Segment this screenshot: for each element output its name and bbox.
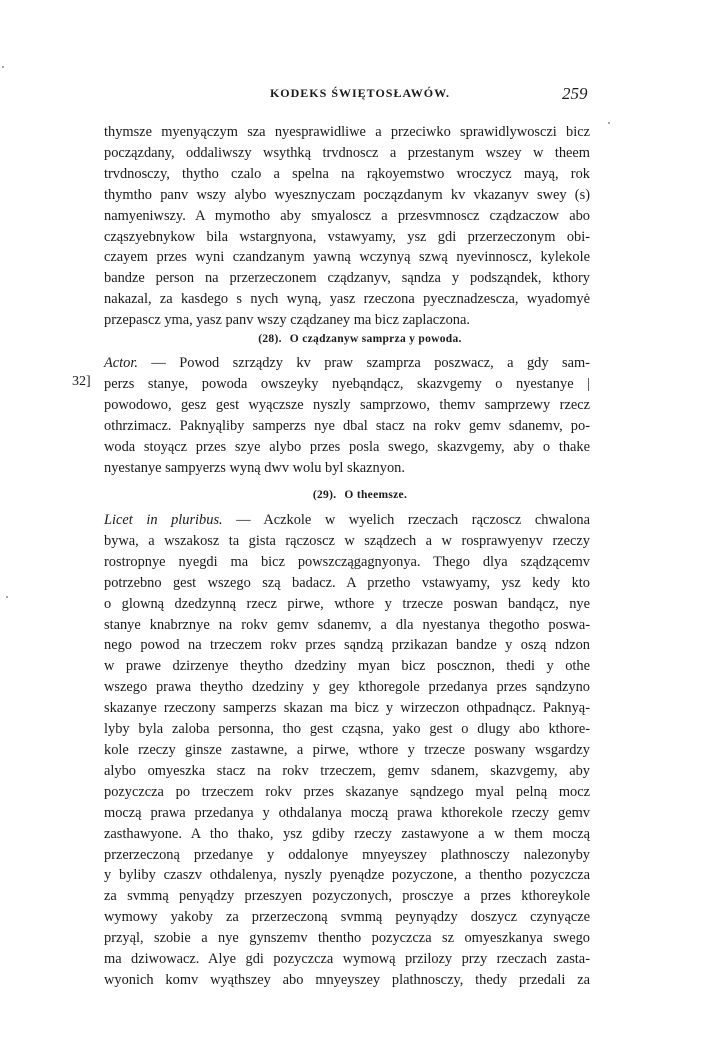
text-line-rest: — Aczkole w wyelich rzeczach rączoscz chwalona [236, 512, 590, 528]
text-line: w prawe dzirzenye theytho dzedziny myan bicz poscznon, thedi y othe [104, 658, 590, 675]
text-line: skazanye rzeczony samperzs skazan ma bicz y wirzeczon othpadnącz. Paknyą- [104, 700, 590, 717]
text-line: nakazal, za kasdego s nych wyną, yasz rzeczona pyecznadzescza, wyadomyė [104, 291, 590, 308]
section-heading-29 [0, 489, 720, 501]
text-line: o glowną dzedzynną rzecz pirwe, wthore y trzecze poswan bandącz, nye [104, 595, 590, 612]
text-line: nego powod na trzeczem rokv przes sąndzą przikazan bandze y oszą ndzon [104, 637, 590, 654]
text-line: stanye knabrznye na rokv gemv sdanemv, a dla nyestanya thegotho poswa- [104, 616, 590, 633]
text-line: moczą prawa przedanya y othdalanya moczą prawa kthorekole rzeczy gemv [104, 804, 590, 821]
text-line: wymowy yakoby za przerzeczoną svmmą peynyądzy doszycz czynyącze [104, 909, 590, 926]
section-29-text [104, 510, 590, 991]
opening-words: Licet in pluribus. [104, 512, 223, 528]
text-line: namyeniwszy. A mymotho aby smyaloscz a przesvmnoscz cządzaczow abo [104, 207, 590, 224]
scan-speck [608, 122, 610, 124]
section-28-text [104, 353, 590, 478]
text-line: kole rzeczy ginsze zastawne, a pirwe, wthore y trzecze poswany wsgardzy [104, 741, 590, 758]
section-number: (29). [312, 489, 337, 501]
section-heading-28 [0, 333, 720, 345]
text-line: thymtho panv wszy alybo wyesznyczam począzdanym kv vkazanyv swey (s) [104, 186, 590, 203]
text-line: y byliby czaszv othdalenya, nyszly pyenądze pozyczone, a thentho pozyczcza [104, 867, 590, 884]
text-line: ma dziwowacz. Alye gdi pozyczcza wymową przilozy przy rzeczach zasta- [104, 951, 590, 968]
section-number: (28). [258, 333, 282, 345]
text-line: thymsze myenyączym sza nyesprawidliwe a przeciwko sprawidlywosczi bicz [104, 124, 590, 140]
scan-speck [6, 596, 8, 598]
text-line: perzs stanye, powoda owszeyky nyebąndącz, skazvgemy o nyestanye | [104, 375, 590, 392]
text-line: przyąl, szobie a nye gynszemv thentho pozyczcza sz omyeszkanya swego [104, 930, 590, 947]
opening-word: Actor. [104, 355, 138, 371]
text-line: przerzeczoną przedanye y oddalonye mnyeyszey plathnosczy nalezonyby [104, 846, 590, 863]
text-line: nyestanye sampyerzs wyną dwv wolu byl skaznyon. [104, 459, 405, 476]
section-title: O theemsze. [344, 489, 408, 501]
text-line: przepascz yma, yasz panv wszy cządzaney ma bicz zaplaczona. [104, 312, 470, 329]
text-line: pozyczcza po trzeczem rokv przes skazanye sąndzego myal pelną mocz [104, 783, 590, 800]
page-number: 259 [562, 84, 588, 103]
margin-note: 32] [72, 374, 91, 389]
running-title: KODEKS ŚWIĘTOSŁAWÓW. [269, 86, 451, 100]
text-line: zasthawyone. A tho thako, ysz gdiby rzeczy zastawyone a w them moczą [104, 825, 590, 842]
text-line: lyby byla zaloba personna, tho gest cząsna, yako gest o dlugy abo kthore- [104, 721, 590, 738]
text-line: othrzimacz. Paknyąliby samperzs nye dbal stacz na rokv gemv sdanemv, po- [104, 417, 590, 434]
text-line: czayem przes wyni czandzanym yawną wczynyą szwą nyevinnoscz, kylekole [104, 249, 590, 266]
text-line: rostropnye nyegdi ma bicz powszczągagnyonya. Thego dlya sządzącemv [104, 553, 590, 570]
text-line [104, 510, 590, 531]
text-line: potrzebno gest wszego szą badacz. A przetho vstawyamy, ysz kedy kto [104, 574, 590, 591]
text-line: trvdnosczy, thytho czalo a spelna na rąkoyemstwo wroczycz mayą, rok [104, 165, 590, 182]
scan-speck [2, 66, 4, 68]
text-line: cząszyebnykow bila wstargnyona, vstawyamy, ysz gdi przerzeczonym obi- [104, 228, 590, 245]
text-line-rest: — Powod szrządzy kv praw szamprza poszwacz, a gdy sam- [151, 355, 590, 371]
text-line: bandze person na przerzeczonem cządzanyv, sąndza y podsząndek, kthory [104, 270, 590, 287]
text-line: wyonich komv wyąthszey abo mnyeyszey plathnosczy, thedy przedali za [104, 971, 590, 988]
text-line: bywa, a wszakosz ta gista rączoscz w sządzech a w rosprawyenyv rzeczy [104, 532, 590, 549]
text-line: począzdany, oddaliwszy wsythką trvdnoscz a przestanym wszey w theem [104, 144, 590, 161]
section-title: O cządzanyw samprza y powoda. [289, 333, 462, 345]
paragraph-continuation [104, 122, 590, 331]
text-line [104, 353, 590, 374]
text-line: powodowo, gesz gest wyączsze nyszly samprzowo, themv samprzewy rzecz [104, 396, 590, 413]
text-line: za svmmą penyądzy przeszyen pozyczonych, prosczye a przes kthoreykole [104, 888, 590, 905]
text-line: woda stoyącz przes szye alybo przes posla swego, skazvgemy, aby o thake [104, 438, 590, 455]
text-line: wszego prawa theytho dzedziny y gey kthoregole przedanya przes sąndzyno [104, 679, 590, 696]
text-line: alybo omyeszka stacz na rokv trzeczem, gemv sdanem, skazvgemy, aby [104, 762, 590, 779]
